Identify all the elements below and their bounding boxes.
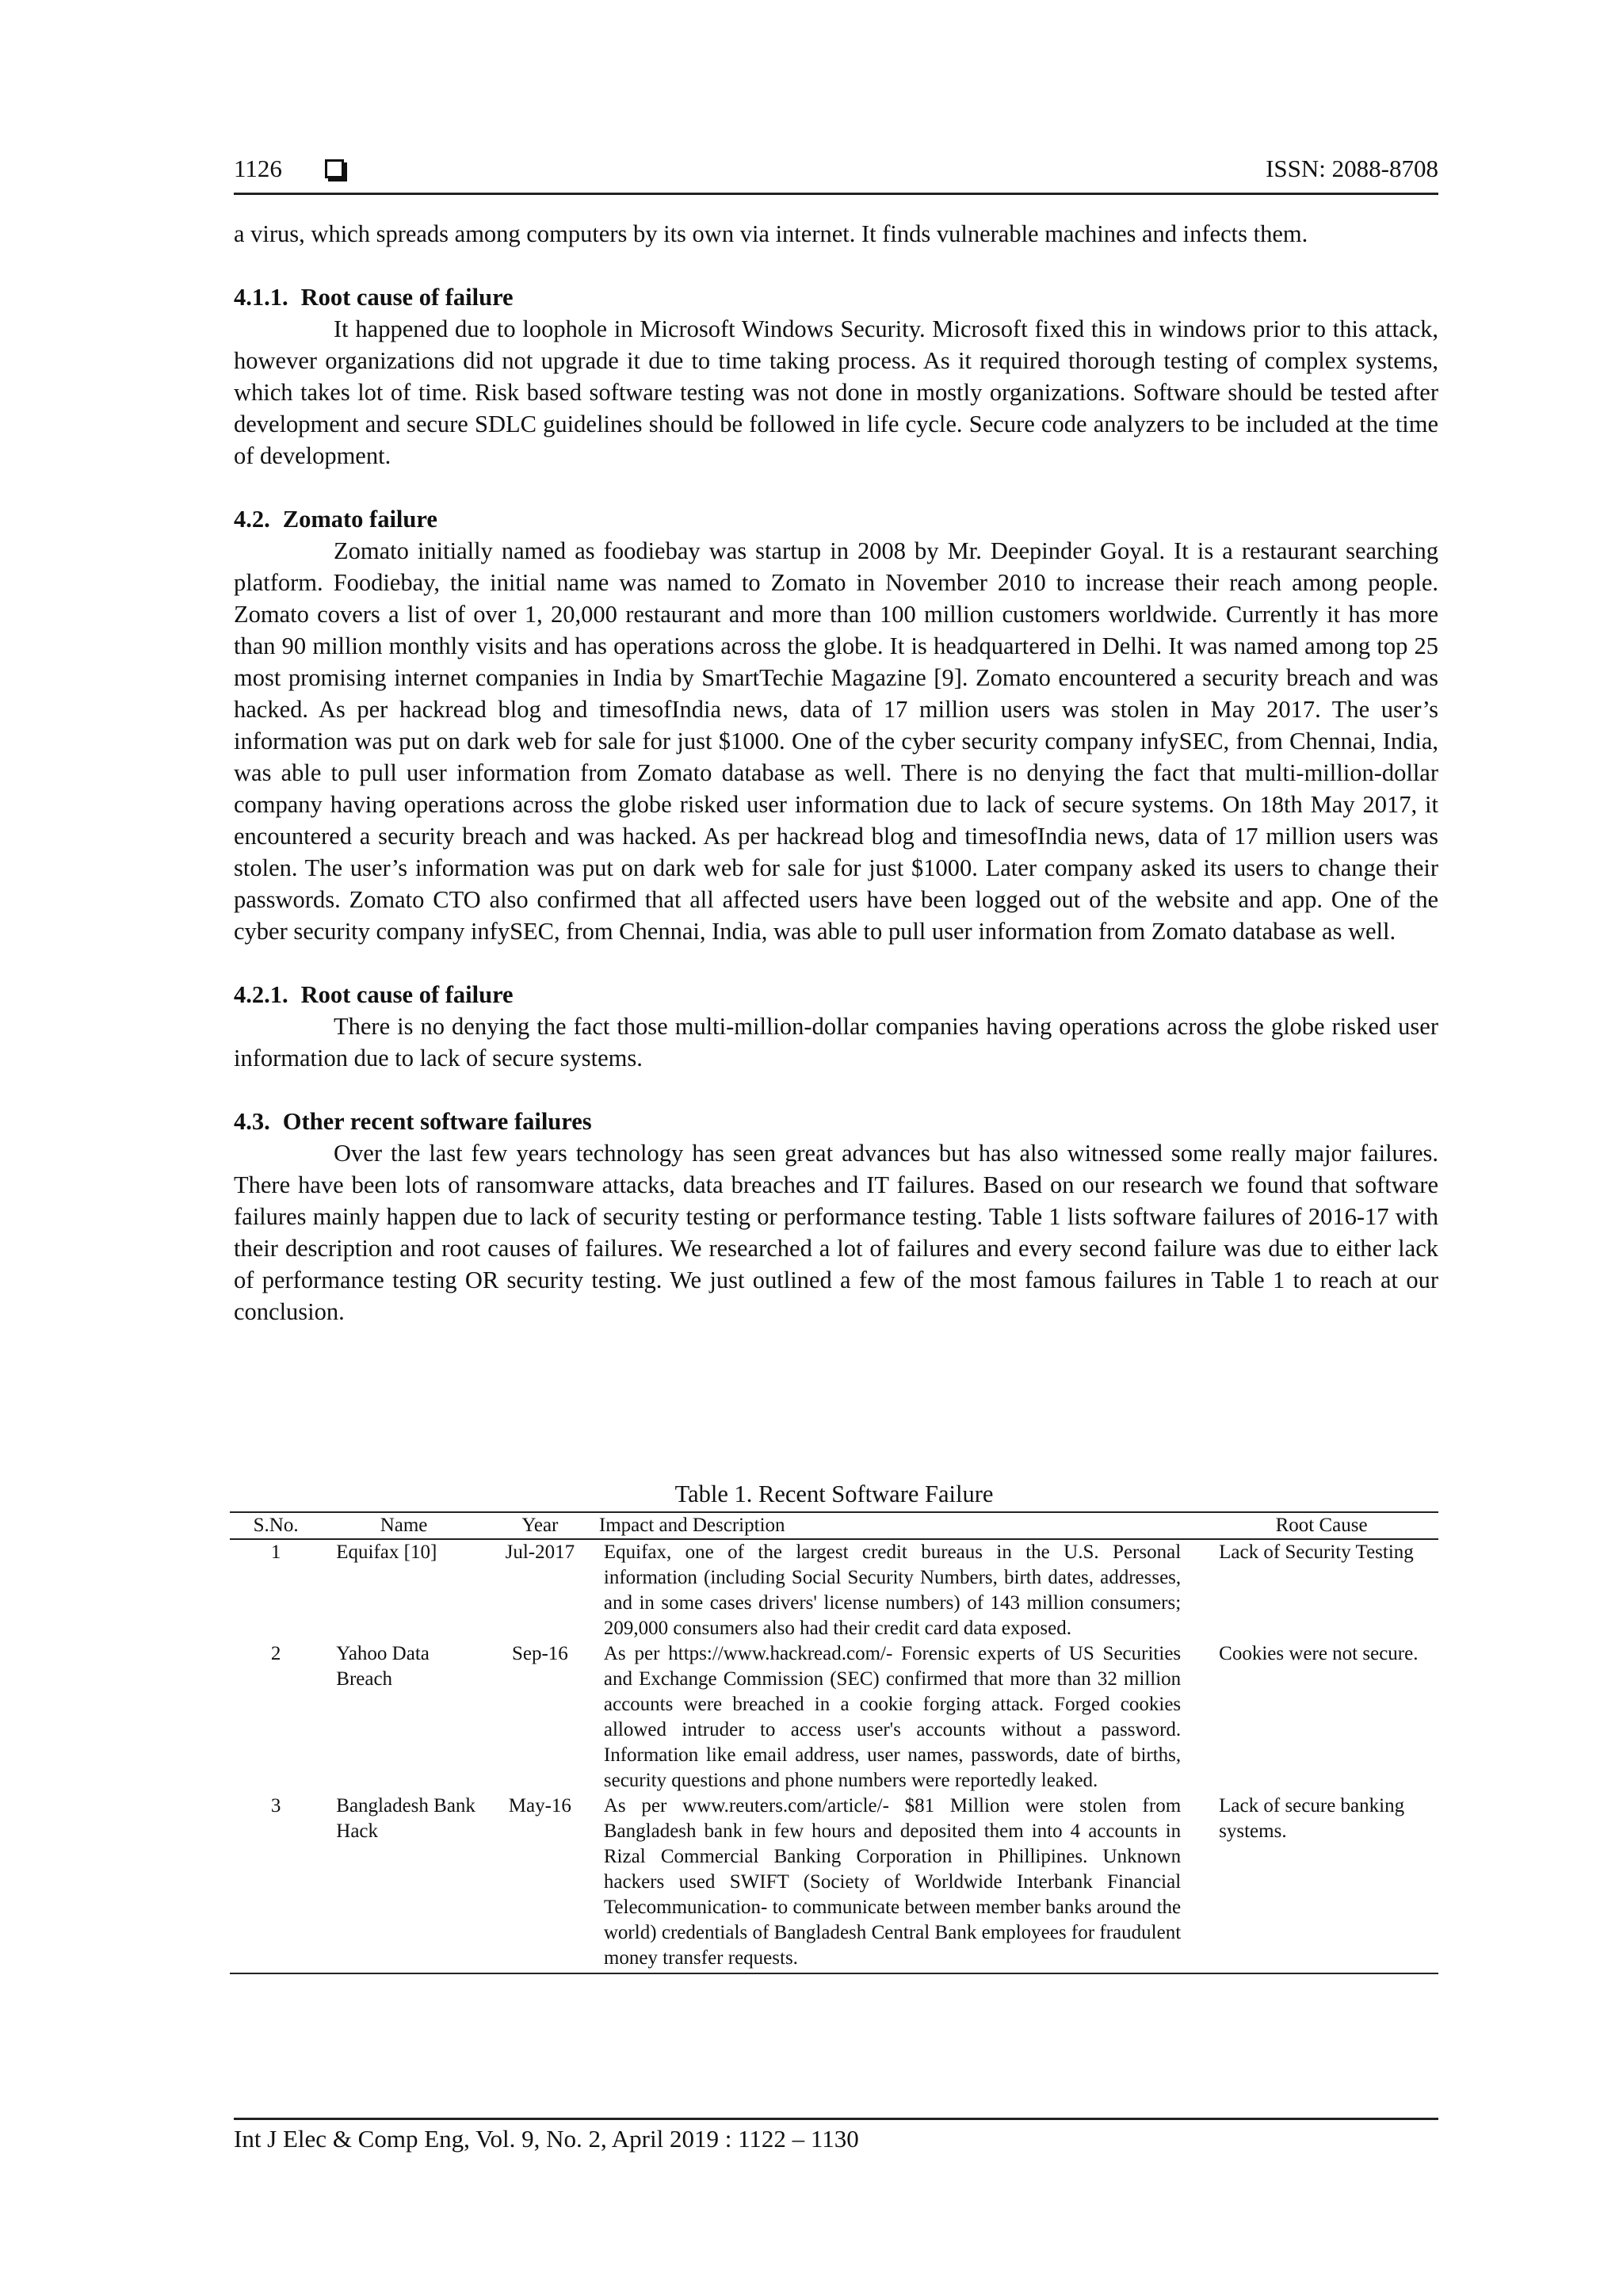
table-row bbox=[230, 1539, 1438, 1641]
cell-name: Yahoo Data Breach bbox=[336, 1643, 430, 1690]
table-row bbox=[230, 1641, 1438, 1794]
cell-root-cause: Lack of Security Testing bbox=[1219, 1541, 1414, 1563]
journal-citation: Int J Elec & Comp Eng, Vol. 9, No. 2, April 2019 : 1122 – 1130 bbox=[234, 2125, 859, 2153]
table-caption: Table 1. Recent Software Failure bbox=[674, 1480, 994, 1507]
page-header bbox=[234, 155, 1438, 195]
section-title: Other recent software failures bbox=[282, 1108, 592, 1135]
table-1 bbox=[230, 1478, 1438, 1974]
section-number: 4.3. bbox=[234, 1108, 270, 1135]
column-header-year: Year bbox=[486, 1512, 594, 1539]
cell-impact: As per https://www.hackread.com/- Forensic experts of US Securities and Exchange Commission (SEC) confirmed that more than 32 million accounts were breached in a cookie forging attack. Forged cookies allowed intruder to access user's accounts without a password. Information like email address, user names, passwords, date of births, security questions and phone numbers were reportedly leaked. bbox=[603, 1643, 1182, 1791]
page-footer bbox=[234, 2118, 1438, 2153]
section-title: Root cause of failure bbox=[300, 981, 514, 1008]
section-heading-4-1-1 bbox=[234, 281, 1438, 313]
column-header-impact: Impact and Description bbox=[594, 1512, 1205, 1539]
page-number: 1126 bbox=[234, 155, 282, 182]
square-box-icon bbox=[325, 159, 344, 178]
failures-table bbox=[230, 1511, 1438, 1974]
cell-sno: 2 bbox=[270, 1643, 281, 1664]
issn-label: ISSN: 2088-8708 bbox=[1266, 155, 1438, 182]
cell-name: Bangladesh Bank Hack bbox=[322, 1794, 486, 1973]
cell-year: Sep-16 bbox=[511, 1643, 568, 1664]
table-row bbox=[230, 1794, 1438, 1973]
section-title: Zomato failure bbox=[282, 506, 437, 533]
paragraph-zomato-failure: Zomato initially named as foodiebay was startup in 2008 by Mr. Deepinder Goyal. It is a restaurant searching platform. Foodiebay, the initial name was named to Zomato in November 2010 to increase their reach among people. Zomato covers a list of over 1, 20,000 restaurant and more than 100 million customers worldwide. Currently it has more than 90 million monthly visits and has operations across the globe. It is headquartered in Delhi. It was named among top 25 most promising internet companies in India by SmartTechie Magazine [9]. Zomato encountered a security breach and was hacked. As per hackread blog and timesofIndia news, data of 17 million users was stolen in May 2017. The user’s information was put on dark web for sale for just $1000. One of the cyber security company infySEC, from Chennai, India, was able to pull user information from Zomato database as well. There is no denying the fact that multi-million-dollar company having operations across the globe risked user information due to lack of secure systems. On 18th May 2017, it encountered a security breach and was hacked. As per hackread blog and timesofIndia news, data of 17 million users was stolen. The user’s information was put on dark web for sale for just $1000. Later company asked its users to change their passwords. Zomato CTO also confirmed that all affected users have been logged out of the website and app. One of the cyber security company infySEC, from Chennai, India, was able to pull user information from Zomato database as well. bbox=[234, 537, 1438, 945]
paragraph-virus-continuation: a virus, which spreads among computers by its own via internet. It finds vulnerable machines and infects them. bbox=[234, 220, 1308, 247]
cell-sno: 1 bbox=[270, 1541, 281, 1563]
cell-year: May-16 bbox=[486, 1794, 594, 1973]
section-number: 4.2. bbox=[234, 506, 270, 533]
section-number: 4.1.1. bbox=[234, 284, 288, 311]
cell-root-cause: Lack of secure banking systems. bbox=[1205, 1794, 1438, 1973]
section-heading-4-2 bbox=[234, 503, 1438, 535]
paragraph-root-cause-zomato: There is no denying the fact those multi-million-dollar companies having operations across the globe risked user information due to lack of secure systems. bbox=[234, 1013, 1438, 1072]
section-heading-4-3 bbox=[234, 1106, 1438, 1137]
section-title: Root cause of failure bbox=[300, 284, 514, 311]
cell-impact: Equifax, one of the largest credit bureaus in the U.S. Personal information (including Social Security Numbers, birth dates, addresses, and in some cases drivers' license numbers) of 143 million consumers; 209,000 consumers also had their credit card data exposed. bbox=[603, 1541, 1182, 1639]
paragraph-root-cause-wannacry: It happened due to loophole in Microsoft Windows Security. Microsoft fixed this in windows prior to this attack, however organizations did not upgrade it due to time taking process. As it required thorough testing of complex systems, which takes lot of time. Risk based software testing was not done in mostly organizations. Software should be tested after development and secure SDLC guidelines should be followed in life cycle. Secure code analyzers to be included at the time of development. bbox=[234, 315, 1438, 469]
paragraph-other-failures: Over the last few years technology has seen great advances but has also witnessed some really major failures. There have been lots of ransomware attacks, data breaches and IT failures. Based on our research we found that software failures mainly happen due to lack of security testing or performance testing. Table 1 lists software failures of 2016-17 with their description and root causes of failures. We researched a lot of failures and every second failure was due to either lack of performance testing OR security testing. We just outlined a few of the most famous failures in Table 1 to reach at our conclusion. bbox=[234, 1140, 1438, 1325]
cell-name: Equifax [10] bbox=[336, 1541, 437, 1563]
section-number: 4.2.1. bbox=[234, 981, 288, 1008]
cell-sno: 3 bbox=[230, 1794, 322, 1973]
cell-root-cause: Cookies were not secure. bbox=[1219, 1643, 1419, 1664]
table-header-row bbox=[230, 1512, 1438, 1539]
cell-impact: As per www.reuters.com/article/- $81 Million were stolen from Bangladesh bank in few hours and deposited them into 4 accounts in Rizal Commercial Banking Corporation in Phillipines. Unknown hackers used SWIFT (Society of Worldwide Interbank Financial Telecommunication- to communicate between member banks around the world) credentials of Bangladesh Central Bank employees for fraudulent money transfer requests. bbox=[594, 1794, 1205, 1973]
section-heading-4-2-1 bbox=[234, 979, 1438, 1010]
column-header-sno: S.No. bbox=[230, 1512, 322, 1539]
article-body bbox=[234, 218, 1438, 1328]
column-header-name: Name bbox=[322, 1512, 486, 1539]
cell-year: Jul-2017 bbox=[505, 1541, 575, 1563]
column-header-root-cause: Root Cause bbox=[1205, 1512, 1438, 1539]
